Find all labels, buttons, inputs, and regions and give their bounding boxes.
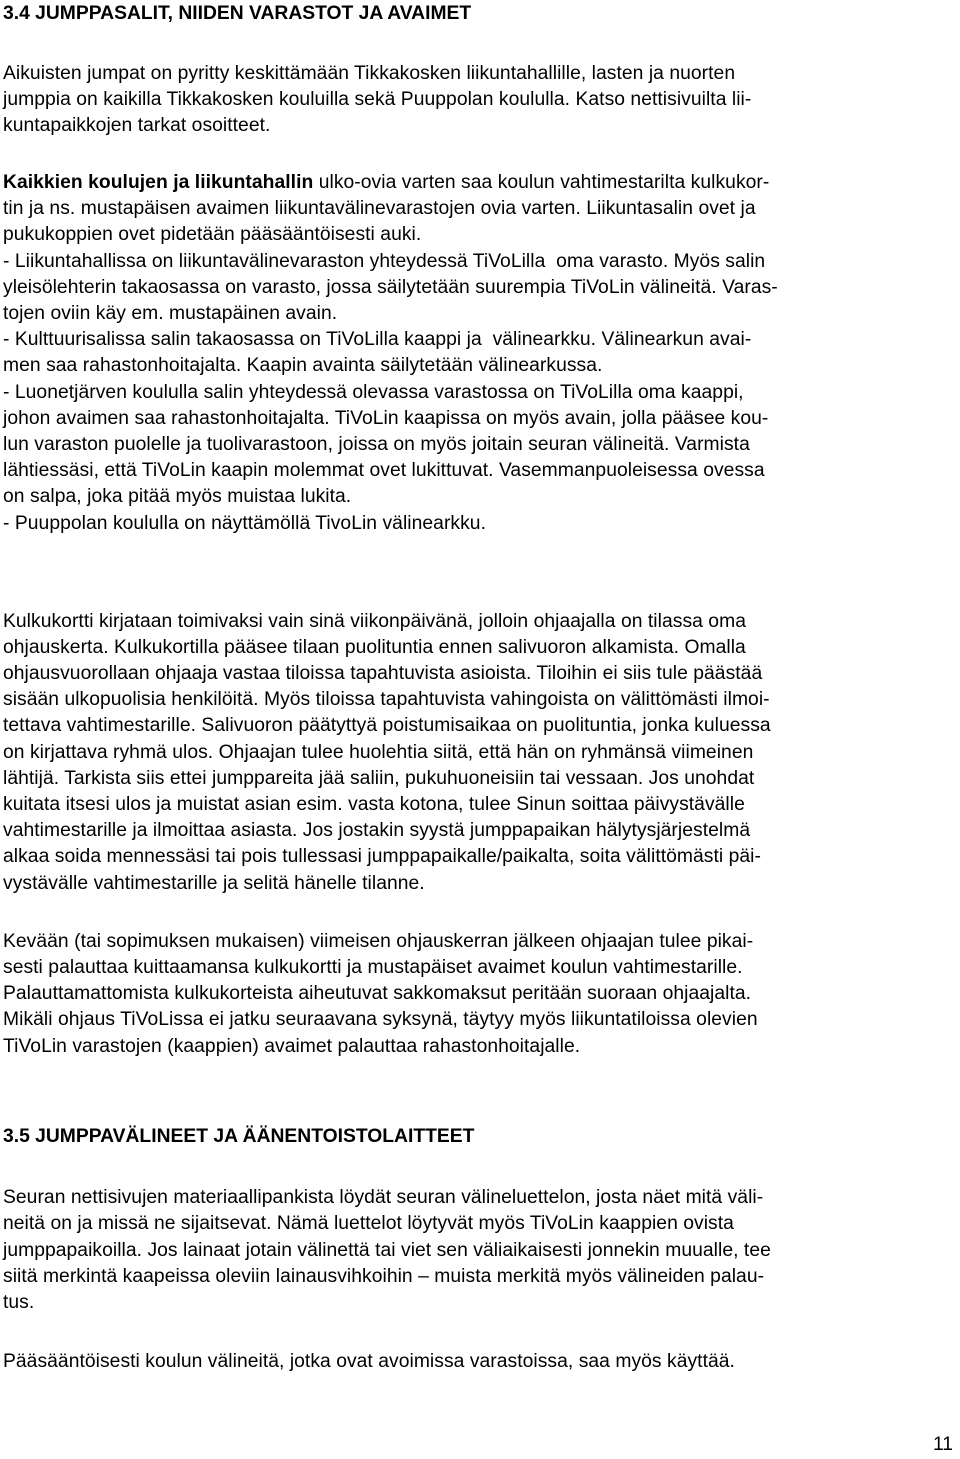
bold-phrase: Kaikkien koulujen ja liikuntahallin xyxy=(3,172,314,193)
text-line: Kulkukortti kirjataan toimivaksi vain sinä viikonpäivänä, jolloin ohjaajalla on tilassa oma xyxy=(3,611,746,632)
text-line: siitä merkintä kaapeissa oleviin lainausvihkoihin – muista merkitä myös välineiden palau- xyxy=(3,1266,765,1287)
text-line: on salpa, joka pitää myös muistaa lukita. xyxy=(3,486,352,507)
text-line: ohjauskerta. Kulkukortilla pääsee tilaan puolituntia ennen salivuoron alkamista. Omalla xyxy=(3,637,746,658)
text-line: johon avaimen saa rahastonhoitajalta. TiVoLin kaapissa on myös avain, jolla pääsee kou- xyxy=(3,408,769,429)
text-line: Mikäli ohjaus TiVoLissa ei jatku seuraavana syksynä, täytyy myös liikuntatiloissa olevien xyxy=(3,1009,758,1030)
text-line: lähtiessäsi, että TiVoLin kaapin molemmat ovet lukittuvat. Vasemmanpuoleisessa ovessa xyxy=(3,460,765,481)
text-line: sesti palauttaa kuittaamansa kulkukortti ja mustapäiset avaimet koulun vahtimestarille. xyxy=(3,957,743,978)
text-line: TiVoLin varastojen (kaappien) avaimet palauttaa rahastonhoitajalle. xyxy=(3,1036,581,1057)
text-span: ulko-ovia varten saa koulun vahtimestarilta kulkukor- xyxy=(313,172,770,193)
page-number: 11 xyxy=(932,1434,953,1455)
text-line: Kevään (tai sopimuksen mukaisen) viimeisen ohjauskerran jälkeen ohjaajan tulee pikai- xyxy=(3,931,754,952)
text-line: - Liikuntahallissa on liikuntavälinevaraston yhteydessä TiVoLilla oma varasto. Myös salin xyxy=(3,251,766,272)
text-line: Aikuisten jumpat on pyritty keskittämään Tikkakosken liikuntahallille, lasten ja nuorten xyxy=(3,63,736,84)
text-line: vystävälle vahtimestarille ja selitä hänelle tilanne. xyxy=(3,873,425,894)
text-line: - Puuppolan koululla on näyttämöllä TivoLin välinearkku. xyxy=(3,513,486,534)
text-line: Seuran nettisivujen materiaallipankista löydät seuran välineluettelon, josta näet mitä väli- xyxy=(3,1187,764,1208)
text-line: sisään ulkopuolisia henkilöitä. Myös tiloissa tapahtuvista vahingoista on välittömästi ilmoi- xyxy=(3,689,770,710)
section-heading-3-4: 3.4 JUMPPASALIT, NIIDEN VARASTOT JA AVAIMET xyxy=(3,3,472,24)
text-line xyxy=(3,170,769,196)
text-line: - Luonetjärven koululla salin yhteydessä olevassa varastossa on TiVoLilla oma kaappi, xyxy=(3,382,744,403)
text-line: tin ja ns. mustapäisen avaimen liikuntavälinevarastojen ovia varten. Liikuntasalin ovet ja xyxy=(3,198,756,219)
text-line: ohjausvuorollaan ohjaaja vastaa tiloissa tapahtuvista asioista. Tiloihin ei siis tule päästää xyxy=(3,663,763,684)
text-line: lähtijä. Tarkista siis ettei jumppareita jää saliin, pukuhuoneisiin tai vessaan. Jos unohdat xyxy=(3,768,755,789)
text-line: yleisölehterin takaosassa on varasto, jossa säilytetään suurempia TiVoLin välineitä. Varas- xyxy=(3,277,778,298)
text-line: kuntapaikkojen tarkat osoitteet. xyxy=(3,115,271,136)
text-line: vahtimestarille ja ilmoittaa asiasta. Jos jostakin syystä jumppapaikan hälytysjärjestelmä xyxy=(3,820,751,841)
text-line: kuitata itsesi ulos ja muistat asian esim. vasta kotona, tulee Sinun soittaa päivystävälle xyxy=(3,794,745,815)
text-line: neitä on ja missä ne sijaitsevat. Nämä luettelot löytyvät myös TiVoLin kaappien ovista xyxy=(3,1213,734,1234)
text-line: Palauttamattomista kulkukorteista aiheutuvat sakkomaksut peritään suoraan ohjaajalta. xyxy=(3,983,752,1004)
text-line: tojen oviin käy em. mustapäinen avain. xyxy=(3,303,338,324)
text-line: tus. xyxy=(3,1292,35,1313)
text-line: jumppia on kaikilla Tikkakosken kouluilla sekä Puuppolan koululla. Katso nettisivuilta lii- xyxy=(3,89,752,110)
text-line: alkaa soida mennessäsi tai pois tullessasi jumppapaikalle/paikalta, soita välittömästi päi- xyxy=(3,846,761,867)
section-heading-3-5: 3.5 JUMPPAVÄLINEET JA ÄÄNENTOISTOLAITTEET xyxy=(3,1126,475,1147)
text-line: - Kulttuurisalissa salin takaosassa on TiVoLilla kaappi ja välinearkku. Välinearkun avai- xyxy=(3,329,752,350)
text-line: pukukoppien ovet pidetään pääsääntöisesti auki. xyxy=(3,224,422,245)
text-line: on kirjattava ryhmä ulos. Ohjaajan tulee huolehtia siitä, että hän on ryhmänsä viimeinen xyxy=(3,742,754,763)
text-line: tettava vahtimestarille. Salivuoron päätyttyä poistumisaikaa on puolituntia, jonka kuluessa xyxy=(3,715,771,736)
text-line: lun varaston puolelle ja tuolivarastoon, joissa on myös joitain seuran välineitä. Varmista xyxy=(3,434,750,455)
text-line: jumppapaikoilla. Jos lainaat jotain välinettä tai viet sen väliaikaisesti jonnekin muualle, tee xyxy=(3,1240,771,1261)
text-line: men saa rahastonhoitajalta. Kaapin avainta säilytetään välinearkussa. xyxy=(3,355,603,376)
text-line: Pääsääntöisesti koulun välineitä, jotka ovat avoimissa varastoissa, saa myös käyttää. xyxy=(3,1351,735,1372)
